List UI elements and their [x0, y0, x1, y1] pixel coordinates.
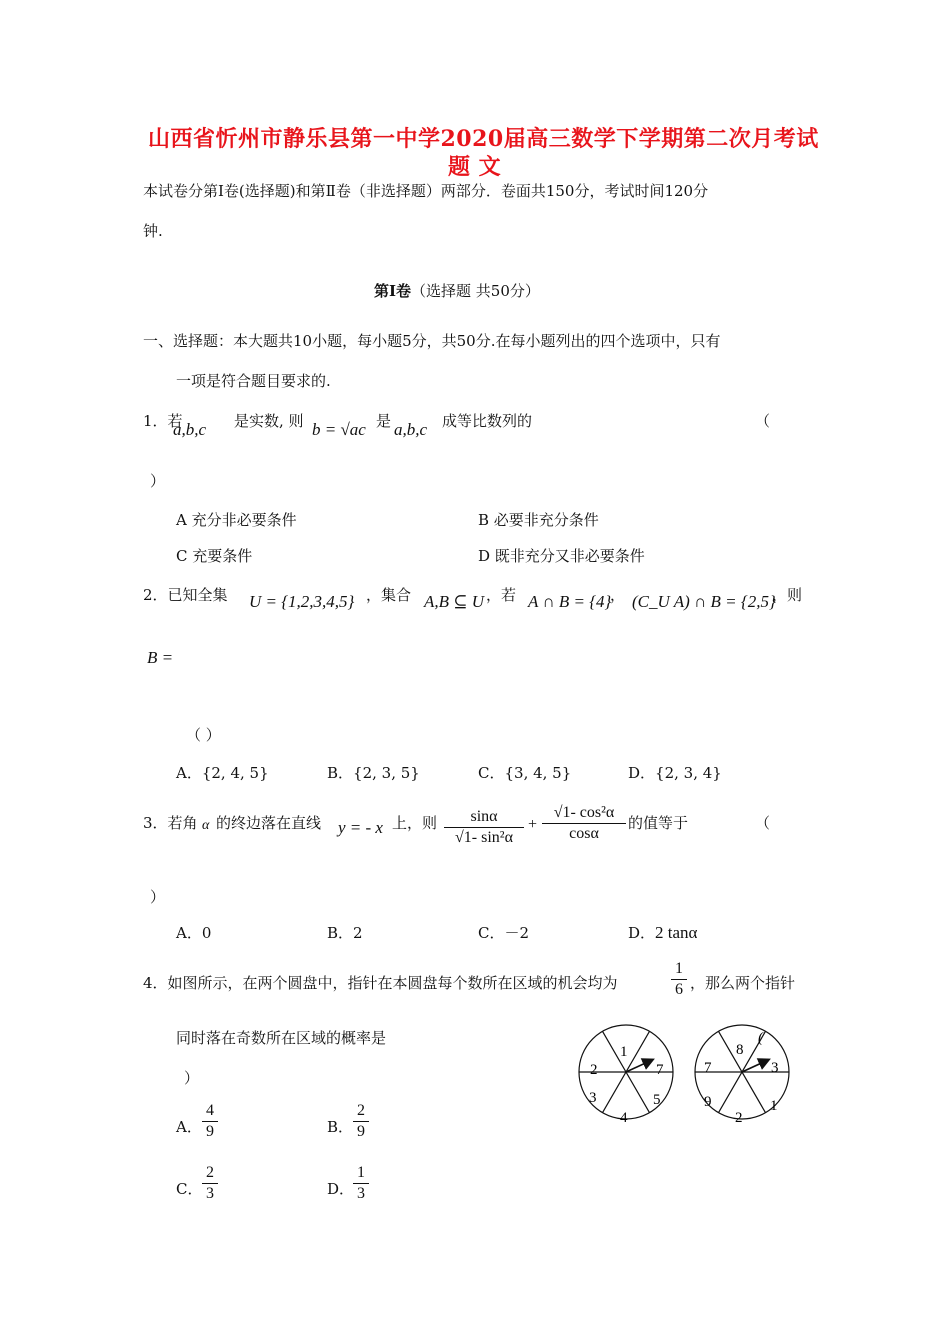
q2-math-intersection: A ∩ B = {4} [528, 592, 612, 611]
q3-paren-open: （ [755, 814, 771, 832]
q3-text-then: 上，则 [392, 814, 438, 832]
q4-option-a-prefix: A． [176, 1118, 202, 1136]
q3-option-b: B．2 [327, 924, 363, 942]
disc-right-label-3: 3 [771, 1060, 779, 1076]
disc-right-label-8: 8 [736, 1042, 744, 1058]
q3-fraction-2-numerator: √1- cos²α [553, 804, 615, 821]
q3-math-line-eq: y = - x [338, 818, 383, 837]
intro-line1: 本试卷分第Ⅰ卷(选择题)和第Ⅱ卷（非选择题）两部分．卷面共150分，考试时间120分 [143, 182, 709, 200]
q4-text-line1-end: ，那么两个指针 [690, 974, 796, 992]
q3-paren-close: ） [150, 888, 166, 906]
disc-left-label-7: 7 [656, 1062, 664, 1078]
q4-fraction-one-sixth [671, 960, 687, 999]
disc-right [695, 1025, 789, 1126]
disc-left-label-5: 5 [653, 1092, 661, 1108]
q4-option-d-prefix: D． [327, 1180, 355, 1198]
q2-option-b: B．{2, 3, 5} [327, 764, 420, 782]
part1-heading-note: （选择题 共50分） [411, 282, 540, 300]
q2-number: 2．已知全集 [143, 586, 228, 604]
document-title-line1: 山西省忻州市静乐县第一中学2020届高三数学下学期第二次月考试 [148, 126, 819, 152]
document-title-line2: 题 文 [448, 154, 502, 180]
q4-option-a-bar [202, 1121, 218, 1122]
q3-number: 3．若角 [143, 814, 198, 832]
q4-option-a-denominator: 9 [206, 1123, 214, 1140]
q1-text-is: 是 [376, 412, 392, 430]
q4-option-d-denominator: 3 [357, 1185, 365, 1202]
q3-option-a: A．0 [176, 924, 212, 942]
q3-fraction-2 [542, 804, 626, 843]
q3-option-c: C．－2 [478, 924, 530, 942]
q3-option-d-prefix: D． [628, 924, 656, 942]
q4-text-line1: 4．如图所示，在两个圆盘中，指针在本圆盘每个数所在区域的机会均为 [143, 974, 618, 992]
q4-option-b-denominator: 9 [357, 1123, 365, 1140]
q4-paren-close: ） [184, 1069, 200, 1087]
q4-option-b-fraction [353, 1102, 369, 1141]
q4-option-d-fraction [353, 1164, 369, 1203]
q2-math-universal-set: U = {1,2,3,4,5} [249, 592, 355, 611]
q4-option-d-numerator: 1 [357, 1164, 365, 1181]
q1-math-abc: a,b,c [173, 420, 207, 439]
spinner-discs-figure [570, 1020, 810, 1140]
q4-option-b-bar [353, 1121, 369, 1122]
q1-text-geometric: 成等比数列的 [442, 412, 533, 430]
q3-fraction-2-denominator: cosα [569, 825, 599, 842]
q1-option-b: B 必要非充分条件 [478, 511, 599, 529]
disc-left [579, 1025, 673, 1126]
q4-fraction-bar [671, 979, 687, 980]
part1-heading [374, 280, 540, 301]
q4-option-c-fraction [202, 1164, 218, 1203]
q3-math-alpha: α [202, 818, 210, 833]
q4-text-line2: 同时落在奇数所在区域的概率是 [176, 1029, 387, 1047]
q1-option-c: C 充要条件 [176, 547, 253, 565]
q4-option-a-fraction [202, 1102, 218, 1141]
q4-option-c-prefix: C． [176, 1180, 203, 1198]
q2-text-set: ，集合 [366, 586, 412, 604]
disc-left-label-3: 3 [589, 1090, 597, 1106]
q3-fraction-1-numerator: sinα [470, 808, 498, 825]
q2-math-subset: A,B ⊆ U [424, 592, 485, 611]
q3-text-value: 的值等于 [628, 814, 689, 832]
disc-right-label-7: 7 [704, 1060, 712, 1076]
q3-text-line: 的终边落在直线 [216, 814, 322, 832]
q4-fraction-numerator: 1 [675, 960, 683, 977]
q3-fraction-1-bar [444, 827, 524, 828]
q4-option-d-bar [353, 1183, 369, 1184]
q4-option-c-numerator: 2 [206, 1164, 214, 1181]
q1-option-d: D 既非充分又非必要条件 [478, 547, 645, 565]
q2-text-comma: ， [610, 586, 626, 604]
q4-option-c-denominator: 3 [206, 1185, 214, 1202]
q4-option-b-numerator: 2 [357, 1102, 365, 1119]
q4-fraction-denominator: 6 [675, 981, 683, 998]
q3-option-d-math: 2 tanα [655, 923, 698, 942]
disc-left-label-4: 4 [620, 1110, 628, 1126]
q1-paren-open: （ [755, 412, 771, 430]
disc-left-label-2: 2 [590, 1062, 598, 1078]
q3-fraction-1-denominator: √1- sin²α [455, 829, 513, 846]
part1-heading-label: 第Ⅰ卷 [374, 282, 412, 300]
disc-left-label-1: 1 [620, 1044, 628, 1060]
q1-math-abc-2: a,b,c [394, 420, 428, 439]
q2-option-a: A．{2, 4, 5} [176, 764, 269, 782]
q3-fraction-1 [444, 808, 524, 847]
q4-option-a-numerator: 4 [206, 1102, 214, 1119]
q2-text-if: ，若 [486, 586, 517, 604]
section1-line2: 一项是符合题目要求的. [176, 372, 331, 390]
q1-text-real: 是实数, 则 [234, 412, 304, 430]
q1-number: 1．若 [143, 412, 183, 430]
q2-math-complement: (C_U A) ∩ B = {2,5} [632, 592, 776, 611]
disc-right-label-2: 2 [735, 1110, 743, 1126]
disc-right-label-1: 1 [770, 1098, 778, 1114]
q2-option-c: C．{3, 4, 5} [478, 764, 572, 782]
q2-text-then: ，则 [772, 586, 803, 604]
q1-option-a: A 充分非必要条件 [176, 511, 297, 529]
q3-fraction-2-bar [542, 823, 626, 824]
q2-paren: （ ） [186, 726, 221, 744]
q2-math-b-equals: B = [147, 648, 174, 667]
q4-option-c-bar [202, 1183, 218, 1184]
q3-option-d [628, 922, 697, 943]
intro-line2: 钟. [143, 222, 163, 240]
q3-plus-sign: + [528, 816, 538, 833]
q4-option-b-prefix: B． [327, 1118, 354, 1136]
q1-math-b-sqrt: b = √ac [312, 420, 366, 439]
q2-option-d: D．{2, 3, 4} [628, 764, 722, 782]
disc-right-mark: ( [758, 1030, 763, 1046]
q1-paren-close: ） [150, 472, 166, 490]
section1-line1: 一、选择题：本大题共10小题，每小题5分，共50分.在每小题列出的四个选项中，只有 [143, 332, 721, 350]
disc-right-label-9: 9 [704, 1094, 712, 1110]
